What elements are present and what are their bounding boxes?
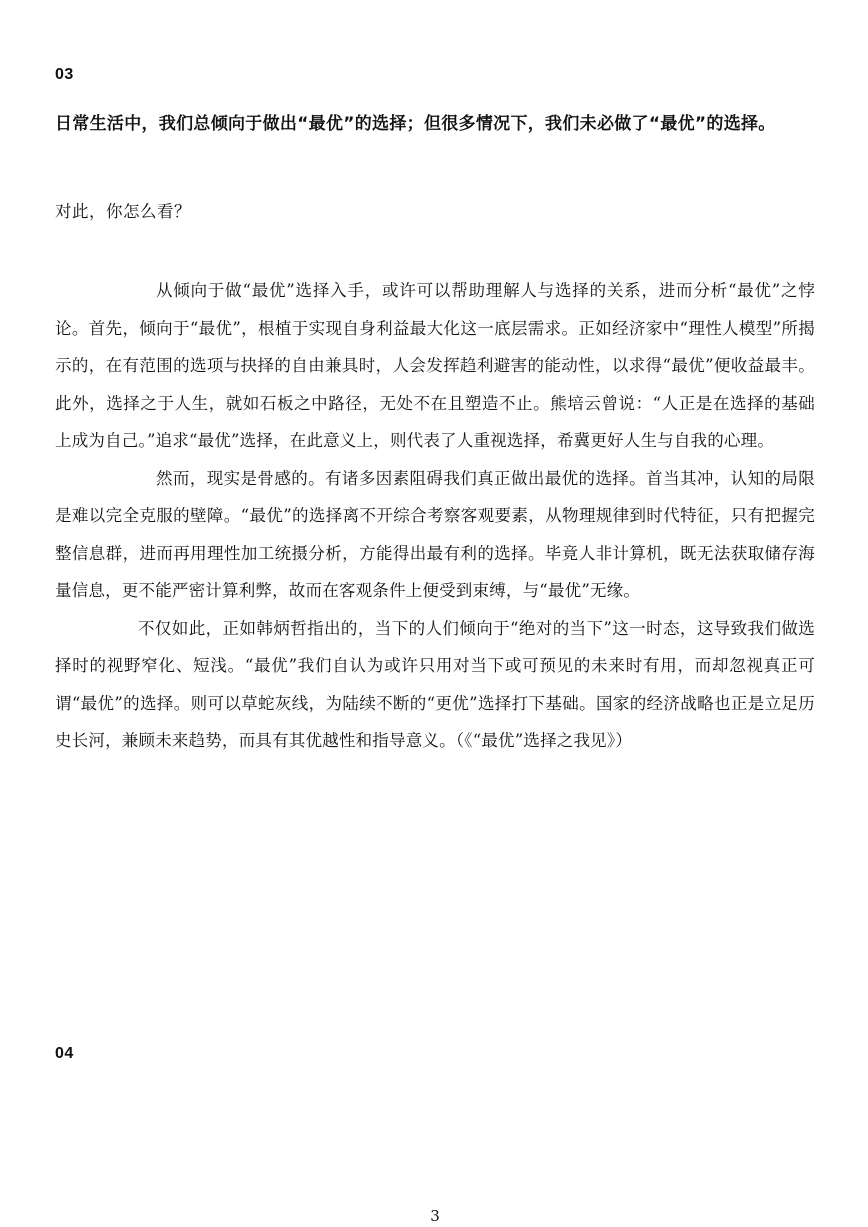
essay-paragraph: 然而，现实是骨感的。有诸多因素阻碍我们真正做出最优的选择。首当其冲，认知的局限是难以完全克服的壁障。“最优”的选择离不开综合考察客观要素，从物理规律到时代特征，只有把握完整信息群，进而再用理性加工统摄分析，方能得出最有利的选择。毕竟人非计算机，既无法获取储存海量信息，更不能严密计算利弊，故而在客观条件上便受到束缚，与“最优”无缘。 [55, 468, 815, 600]
essay-body [55, 272, 815, 760]
page-number: 3 [430, 1207, 440, 1225]
essay-paragraph: 不仅如此，正如韩炳哲指出的，当下的人们倾向于“绝对的当下”这一时态，这导致我们做选择时的视野窄化、短浅。“最优”我们自认为或许只用对当下或可预见的未来时有用，而却忽视真正可谓“最优”的选择。则可以草蛇灰线，为陆续不断的“更优”选择打下基础。国家的经济战略也正是立足历史长河，兼顾未来趋势，而具有其优越性和指导意义。（《“最优”选择之我见》） [55, 618, 815, 750]
document-page [55, 0, 815, 1227]
essay-paragraph: 从倾向于做“最优”选择入手，或许可以帮助理解人与选择的关系，进而分析“最优”之悖论。首先，倾向于“最优”，根植于实现自身利益最大化这一底层需求。正如经济家中“理性人模型”所揭示的，在有范围的选项与抉择的自由兼具时，人会发挥趋利避害的能动性，以求得“最优”便收益最丰。此外，选择之于人生，就如石板之中路径，无处不在且塑造不止。熊培云曾说：“人正是在选择的基础上成为自己。”追求“最优”选择，在此意义上，则代表了人重视选择，希冀更好人生与自我的心理。 [55, 281, 815, 450]
essay-prompt: 日常生活中，我们总倾向于做出“最优”的选择；但很多情况下，我们未必做了“最优”的选择。 [55, 114, 776, 134]
essay-question: 对此，你怎么看？ [55, 202, 191, 221]
section-number-03: 03 [55, 66, 74, 83]
section-number-04: 04 [55, 1045, 74, 1062]
